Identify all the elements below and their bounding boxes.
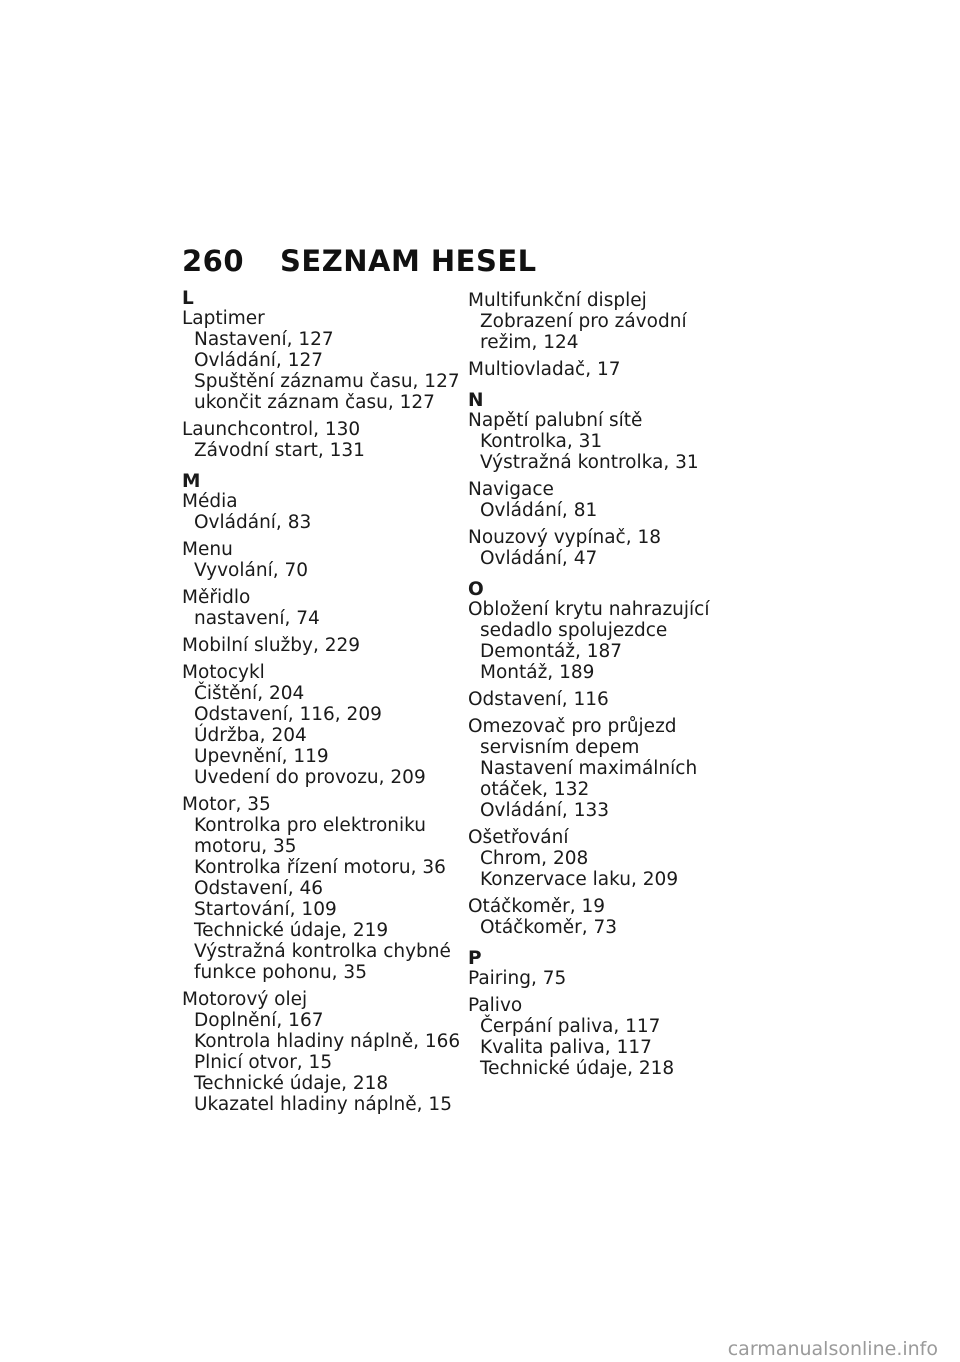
index-subentry: Ovládání, 81 bbox=[480, 500, 598, 521]
index-letter: P bbox=[468, 948, 482, 969]
index-subentry: ukončit záznam času, 127 bbox=[194, 392, 435, 413]
index-subentry: servisním depem bbox=[480, 737, 640, 758]
index-entry: Otáčkoměr, 19 bbox=[468, 896, 606, 917]
index-entry: Navigace bbox=[468, 479, 554, 500]
index-subentry: Startování, 109 bbox=[194, 899, 337, 920]
index-subentry: Konzervace laku, 209 bbox=[480, 869, 679, 890]
index-subentry: Doplnění, 167 bbox=[194, 1010, 324, 1031]
index-subentry: Kontrolka, 31 bbox=[480, 431, 603, 452]
index-entry: Pairing, 75 bbox=[468, 968, 567, 989]
index-subentry: Výstražná kontrolka chybné bbox=[194, 941, 451, 962]
index-subentry: Odstavení, 116, 209 bbox=[194, 704, 382, 725]
index-entry: Odstavení, 116 bbox=[468, 689, 609, 710]
index-entry: Multiovladač, 17 bbox=[468, 359, 621, 380]
index-subentry: sedadlo spolujezdce bbox=[480, 620, 668, 641]
watermark[interactable]: carmanualsonline.info bbox=[0, 1336, 960, 1362]
index-subentry: Technické údaje, 218 bbox=[480, 1058, 675, 1079]
index-subentry: Ukazatel hladiny náplně, 15 bbox=[194, 1094, 452, 1115]
index-entry: Napětí palubní sítě bbox=[468, 410, 643, 431]
index-subentry: Montáž, 189 bbox=[480, 662, 595, 683]
index-entry: Nouzový vypínač, 18 bbox=[468, 527, 662, 548]
index-subentry: Demontáž, 187 bbox=[480, 641, 623, 662]
index-letter: L bbox=[182, 288, 194, 309]
index-subentry: Spuštění záznamu času, 127 bbox=[194, 371, 460, 392]
index-subentry: Čerpání paliva, 117 bbox=[480, 1016, 661, 1037]
index-subentry: Chrom, 208 bbox=[480, 848, 589, 869]
index-subentry: Čištění, 204 bbox=[194, 683, 305, 704]
index-column-left bbox=[182, 290, 472, 1115]
index-subentry: Výstražná kontrolka, 31 bbox=[480, 452, 699, 473]
index-subentry: nastavení, 74 bbox=[194, 608, 320, 629]
index-subentry: Odstavení, 46 bbox=[194, 878, 324, 899]
index-subentry: Nastavení, 127 bbox=[194, 329, 334, 350]
page-number: 260 bbox=[182, 244, 245, 278]
index-subentry: režim, 124 bbox=[480, 332, 579, 353]
index-subentry: Nastavení maximálních bbox=[480, 758, 698, 779]
index-subentry: Závodní start, 131 bbox=[194, 440, 365, 461]
index-subentry: Ovládání, 127 bbox=[194, 350, 324, 371]
index-subentry: Otáčkoměr, 73 bbox=[480, 917, 618, 938]
index-entry: Palivo bbox=[468, 995, 523, 1016]
index-subentry: Kvalita paliva, 117 bbox=[480, 1037, 652, 1058]
index-entry: Motorový olej bbox=[182, 989, 308, 1010]
index-subentry: Kontrolka pro elektroniku bbox=[194, 815, 427, 836]
index-entry: Mobilní služby, 229 bbox=[182, 635, 361, 656]
index-subentry: otáček, 132 bbox=[480, 779, 590, 800]
page-header bbox=[182, 244, 537, 278]
index-column-right bbox=[468, 290, 758, 1079]
index-letter: M bbox=[182, 471, 201, 492]
index-subentry: Plnicí otvor, 15 bbox=[194, 1052, 333, 1073]
index-entry: Menu bbox=[182, 539, 233, 560]
index-entry: Motocykl bbox=[182, 662, 265, 683]
index-subentry: Technické údaje, 218 bbox=[194, 1073, 389, 1094]
index-subentry: Kontrola hladiny náplně, 166 bbox=[194, 1031, 461, 1052]
index-entry: Multifunkční displej bbox=[468, 290, 647, 311]
index-subentry: Technické údaje, 219 bbox=[194, 920, 389, 941]
index-letter: O bbox=[468, 579, 484, 600]
index-entry: Launchcontrol, 130 bbox=[182, 419, 361, 440]
index-entry: Obložení krytu nahrazující bbox=[468, 599, 710, 620]
index-subentry: Údržba, 204 bbox=[194, 725, 307, 746]
index-subentry: funkce pohonu, 35 bbox=[194, 962, 367, 983]
index-subentry: Ovládání, 133 bbox=[480, 800, 610, 821]
index-subentry: motoru, 35 bbox=[194, 836, 297, 857]
index-entry: Laptimer bbox=[182, 308, 265, 329]
index-entry: Motor, 35 bbox=[182, 794, 271, 815]
index-subentry: Zobrazení pro závodní bbox=[480, 311, 687, 332]
page-title: SEZNAM HESEL bbox=[280, 244, 537, 278]
index-entry: Měřidlo bbox=[182, 587, 251, 608]
index-subentry: Ovládání, 47 bbox=[480, 548, 598, 569]
index-letter: N bbox=[468, 390, 484, 411]
index-subentry: Kontrolka řízení motoru, 36 bbox=[194, 857, 446, 878]
index-entry: Omezovač pro průjezd bbox=[468, 716, 677, 737]
index-subentry: Uvedení do provozu, 209 bbox=[194, 767, 426, 788]
index-entry: Média bbox=[182, 491, 238, 512]
index-subentry: Ovládání, 83 bbox=[194, 512, 312, 533]
index-entry: Ošetřování bbox=[468, 827, 569, 848]
index-subentry: Upevnění, 119 bbox=[194, 746, 329, 767]
index-subentry: Vyvolání, 70 bbox=[194, 560, 309, 581]
